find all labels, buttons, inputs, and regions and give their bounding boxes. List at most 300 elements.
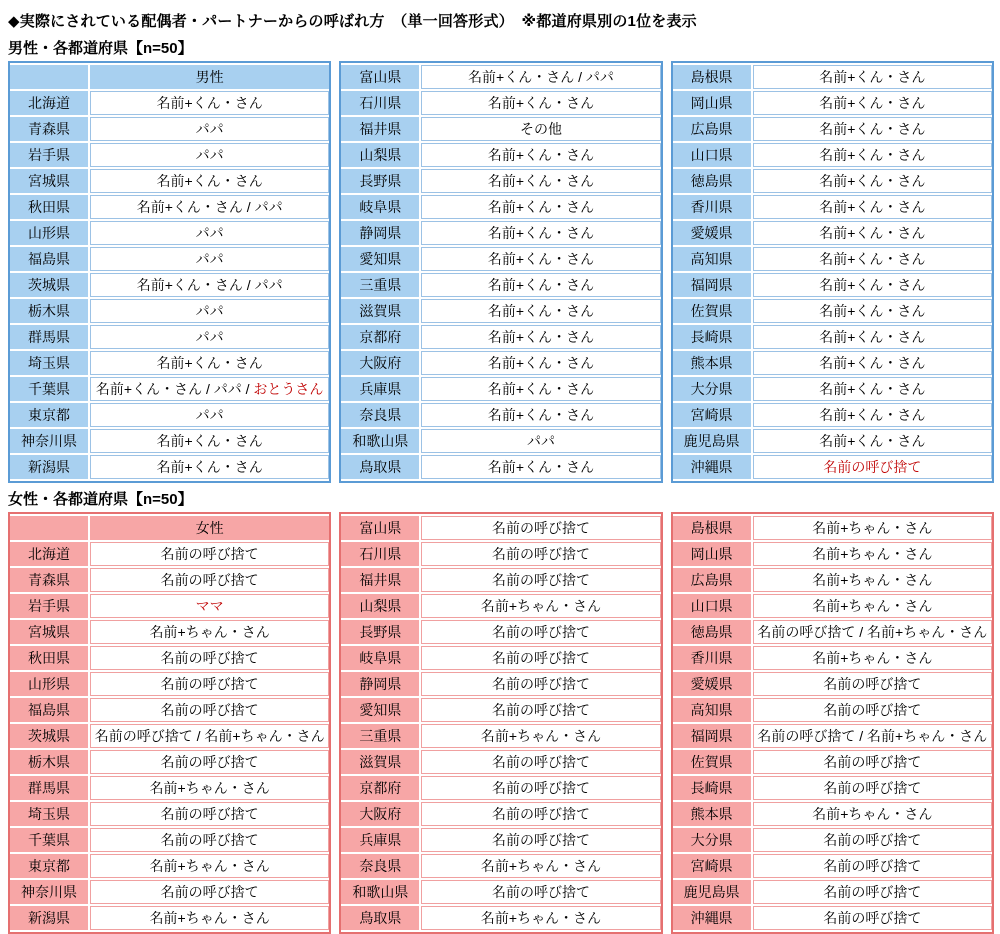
table-row <box>673 516 992 540</box>
value-cell <box>90 429 329 453</box>
value-text: 名前+ちゃん・さん <box>812 572 933 588</box>
value-text: 名前の呼び捨て <box>160 650 259 666</box>
value-cell <box>90 117 329 141</box>
table-row <box>10 455 329 479</box>
pref-cell: 石川県 <box>341 91 421 115</box>
value-cell <box>753 169 992 193</box>
value-text: 名前+くん・さん <box>487 407 595 423</box>
value-cell <box>90 802 329 826</box>
value-text: 名前の呼び捨て <box>160 806 259 822</box>
pref-cell: 長野県 <box>341 620 421 644</box>
value-text: パパ <box>195 121 224 137</box>
pref-cell: 高知県 <box>673 247 753 271</box>
value-text: 名前+ちゃん・さん <box>812 650 933 666</box>
table-row <box>341 65 660 89</box>
male-section-label: 男性・各都道府県【n=50】 <box>8 40 193 57</box>
table-row <box>341 646 660 670</box>
table-row <box>673 724 992 748</box>
value-cell <box>753 646 992 670</box>
value-text: 名前の呼び捨て <box>160 676 259 692</box>
value-cell <box>421 65 660 89</box>
pref-cell: 静岡県 <box>341 221 421 245</box>
pref-cell: 福井県 <box>341 117 421 141</box>
value-text: 名前+くん・さん <box>819 69 926 85</box>
pref-cell: 宮崎県 <box>673 403 753 427</box>
value-cell <box>753 672 992 696</box>
pref-cell: 神奈川県 <box>10 880 90 904</box>
value-text: 名前+くん・さん <box>819 251 926 267</box>
value-cell <box>421 377 660 401</box>
value-text: 名前+ちゃん・さん <box>812 546 933 562</box>
value-text: 名前+くん・さん <box>819 173 926 189</box>
value-cell <box>753 351 992 375</box>
female-table-2 <box>339 512 662 934</box>
table-row <box>673 169 992 193</box>
table-row <box>10 594 329 618</box>
pref-cell: 山梨県 <box>341 594 421 618</box>
table-row <box>673 906 992 930</box>
value-cell <box>753 221 992 245</box>
table-row <box>341 455 660 479</box>
pref-cell: 大阪府 <box>341 802 421 826</box>
table-row <box>673 698 992 722</box>
value-cell <box>421 117 660 141</box>
value-cell <box>90 568 329 592</box>
male-groups <box>8 61 994 483</box>
value-cell <box>753 750 992 774</box>
pref-cell: 沖縄県 <box>673 906 753 930</box>
pref-cell: 三重県 <box>341 724 421 748</box>
pref-cell: 岡山県 <box>673 542 753 566</box>
pref-cell: 香川県 <box>673 646 753 670</box>
female-table-3 <box>671 512 994 934</box>
pref-cell: 和歌山県 <box>341 429 421 453</box>
value-cell <box>753 403 992 427</box>
value-cell <box>90 403 329 427</box>
pref-cell: 埼玉県 <box>10 351 90 375</box>
value-cell <box>753 906 992 930</box>
value-text: 名前+くん・さん <box>487 329 595 345</box>
table-row <box>10 169 329 193</box>
value-cell <box>90 854 329 878</box>
value-text: 名前+くん・さん <box>156 433 263 449</box>
table-row <box>673 91 992 115</box>
value-text: 名前+くん・さん <box>487 225 595 241</box>
table-row <box>673 65 992 89</box>
table-row <box>341 325 660 349</box>
pref-cell: 秋田県 <box>10 195 90 219</box>
corner-cell <box>10 65 90 89</box>
value-cell <box>753 65 992 89</box>
pref-cell: 奈良県 <box>341 854 421 878</box>
value-text: 名前の呼び捨て <box>823 702 922 718</box>
table-row <box>673 143 992 167</box>
pref-cell: 福岡県 <box>673 724 753 748</box>
value-text: 名前+くん・さん <box>819 277 926 293</box>
male-table-1 <box>8 61 331 483</box>
pref-cell: 兵庫県 <box>341 377 421 401</box>
table-row <box>341 429 660 453</box>
value-cell <box>421 802 660 826</box>
female-value-header: 女性 <box>90 516 329 540</box>
table-row <box>10 880 329 904</box>
value-text: 名前の呼び捨て <box>491 546 590 562</box>
table-row <box>341 724 660 748</box>
pref-cell: 青森県 <box>10 568 90 592</box>
value-text: 名前+ちゃん・さん <box>149 624 270 640</box>
table-row <box>10 724 329 748</box>
table-row <box>10 698 329 722</box>
value-text: 名前+くん・さん / パパ / <box>95 381 254 397</box>
value-cell <box>753 299 992 323</box>
table-row <box>673 594 992 618</box>
pref-cell: 茨城県 <box>10 273 90 297</box>
value-text: 名前の呼び捨て <box>491 832 590 848</box>
value-cell <box>753 542 992 566</box>
value-text: パパ <box>195 303 224 319</box>
pref-cell: 大分県 <box>673 377 753 401</box>
table-row <box>341 117 660 141</box>
value-cell <box>753 91 992 115</box>
value-cell <box>753 273 992 297</box>
table-row <box>673 195 992 219</box>
value-text: 名前の呼び捨て <box>491 676 590 692</box>
table-row <box>673 221 992 245</box>
value-text: 名前+くん・さん <box>819 329 926 345</box>
table-row <box>341 906 660 930</box>
table-row <box>341 672 660 696</box>
value-cell <box>90 377 329 401</box>
value-cell <box>90 620 329 644</box>
value-text: 名前の呼び捨て <box>823 884 922 900</box>
value-text-red: 名前の呼び捨て <box>823 459 922 475</box>
pref-cell: 三重県 <box>341 273 421 297</box>
table-row <box>10 273 329 297</box>
table-row <box>341 594 660 618</box>
value-text: 名前+くん・さん <box>487 277 595 293</box>
pref-cell: 岩手県 <box>10 594 90 618</box>
value-text: 名前+くん・さん <box>819 121 926 137</box>
pref-cell: 千葉県 <box>10 828 90 852</box>
pref-cell: 東京都 <box>10 403 90 427</box>
table-row <box>10 91 329 115</box>
table-row <box>673 542 992 566</box>
table-row <box>10 403 329 427</box>
male-value-header: 男性 <box>90 65 329 89</box>
value-cell <box>421 143 660 167</box>
pref-cell: 佐賀県 <box>673 299 753 323</box>
male-table-3 <box>671 61 994 483</box>
pref-cell: 高知県 <box>673 698 753 722</box>
table-row <box>341 776 660 800</box>
value-text: 名前の呼び捨て <box>160 754 259 770</box>
corner-cell <box>10 516 90 540</box>
table-row <box>341 698 660 722</box>
value-text: 名前+くん・さん <box>819 225 926 241</box>
value-text: 名前+くん・さん / パパ <box>468 69 614 85</box>
table-row <box>10 542 329 566</box>
pref-cell: 熊本県 <box>673 802 753 826</box>
value-text: 名前+ちゃん・さん <box>812 598 933 614</box>
value-cell <box>421 698 660 722</box>
table-row <box>10 195 329 219</box>
table-row <box>10 854 329 878</box>
table-row <box>673 620 992 644</box>
table-row <box>341 750 660 774</box>
pref-cell: 京都府 <box>341 776 421 800</box>
table-row <box>341 169 660 193</box>
value-cell <box>753 429 992 453</box>
table-row <box>673 568 992 592</box>
pref-cell: 千葉県 <box>10 377 90 401</box>
table-row <box>10 117 329 141</box>
pref-cell: 滋賀県 <box>341 299 421 323</box>
value-text: 名前+ちゃん・さん <box>480 910 602 926</box>
pref-cell: 大分県 <box>673 828 753 852</box>
pref-cell: 茨城県 <box>10 724 90 748</box>
value-cell <box>90 698 329 722</box>
table-row <box>341 620 660 644</box>
table-row <box>341 403 660 427</box>
value-text: パパ <box>195 329 224 345</box>
table-row <box>341 828 660 852</box>
table-row <box>673 377 992 401</box>
value-cell <box>421 195 660 219</box>
value-cell <box>90 646 329 670</box>
table-row <box>673 776 992 800</box>
table-row <box>10 750 329 774</box>
table-row <box>10 351 329 375</box>
pref-cell: 愛知県 <box>341 698 421 722</box>
value-cell <box>421 403 660 427</box>
value-text: 名前+くん・さん <box>819 95 926 111</box>
pref-cell: 香川県 <box>673 195 753 219</box>
table-row <box>673 750 992 774</box>
value-cell <box>90 143 329 167</box>
table-row <box>10 299 329 323</box>
table-row <box>10 646 329 670</box>
value-text: 名前+くん・さん <box>819 381 926 397</box>
value-text: 名前+くん・さん <box>819 433 926 449</box>
table-row <box>673 828 992 852</box>
pref-cell: 秋田県 <box>10 646 90 670</box>
value-text: 名前+ちゃん・さん <box>149 780 270 796</box>
value-text: 名前+くん・さん <box>819 147 926 163</box>
female-section-label: 女性・各都道府県【n=50】 <box>8 491 193 508</box>
pref-cell: 栃木県 <box>10 750 90 774</box>
pref-cell: 神奈川県 <box>10 429 90 453</box>
value-text: 名前+くん・さん <box>156 355 263 371</box>
table-row <box>673 646 992 670</box>
pref-cell: 栃木県 <box>10 299 90 323</box>
table-row <box>10 221 329 245</box>
table-row <box>673 299 992 323</box>
pref-cell: 青森県 <box>10 117 90 141</box>
value-text: パパ <box>195 251 224 267</box>
value-cell <box>90 299 329 323</box>
value-text: 名前+くん・さん <box>819 407 926 423</box>
pref-cell: 福島県 <box>10 247 90 271</box>
value-text: 名前+くん・さん <box>487 303 595 319</box>
pref-cell: 鹿児島県 <box>673 880 753 904</box>
value-cell <box>421 620 660 644</box>
value-cell <box>421 776 660 800</box>
table-row <box>673 455 992 479</box>
value-text: 名前+ちゃん・さん <box>812 806 933 822</box>
pref-cell: 静岡県 <box>341 672 421 696</box>
value-cell <box>90 776 329 800</box>
value-text: 名前の呼び捨て <box>491 624 590 640</box>
pref-cell: 岩手県 <box>10 143 90 167</box>
value-cell <box>421 542 660 566</box>
pref-cell: 福島県 <box>10 698 90 722</box>
value-text: 名前の呼び捨て <box>491 884 590 900</box>
value-text: 名前+くん・さん <box>156 95 263 111</box>
pref-cell: 熊本県 <box>673 351 753 375</box>
value-cell <box>90 169 329 193</box>
value-text-red: おとうさん <box>253 381 324 397</box>
pref-cell: 広島県 <box>673 568 753 592</box>
value-text: 名前の呼び捨て <box>823 910 922 926</box>
table-row <box>341 568 660 592</box>
pref-cell: 富山県 <box>341 65 421 89</box>
table-row <box>10 672 329 696</box>
value-text: 名前+くん・さん <box>819 199 926 215</box>
value-cell <box>753 828 992 852</box>
value-text: 名前の呼び捨て <box>491 702 590 718</box>
table-row <box>673 854 992 878</box>
table-row <box>341 854 660 878</box>
value-text: 名前の呼び捨て / 名前+ちゃん・さん <box>757 728 988 744</box>
value-text: 名前の呼び捨て <box>823 858 922 874</box>
value-cell <box>90 455 329 479</box>
value-cell <box>753 568 992 592</box>
pref-cell: 広島県 <box>673 117 753 141</box>
value-text: 名前の呼び捨て <box>491 806 590 822</box>
value-cell <box>421 455 660 479</box>
table-row <box>10 802 329 826</box>
value-cell <box>90 594 329 618</box>
value-cell <box>90 542 329 566</box>
pref-cell: 山形県 <box>10 221 90 245</box>
value-text-red: ママ <box>195 598 224 614</box>
value-cell <box>90 247 329 271</box>
pref-cell: 愛媛県 <box>673 221 753 245</box>
pref-cell: 宮崎県 <box>673 854 753 878</box>
pref-cell: 宮城県 <box>10 620 90 644</box>
pref-cell: 愛知県 <box>341 247 421 271</box>
table-row <box>673 351 992 375</box>
value-text: 名前の呼び捨て <box>491 650 590 666</box>
value-text: 名前+くん・さん <box>819 355 926 371</box>
value-text: 名前+くん・さん <box>487 173 595 189</box>
value-text: 名前の呼び捨て <box>491 780 590 796</box>
table-row <box>341 516 660 540</box>
pref-cell: 島根県 <box>673 516 753 540</box>
value-text: 名前+くん・さん / パパ <box>136 277 283 293</box>
table-row <box>673 403 992 427</box>
value-cell <box>421 750 660 774</box>
pref-cell: 新潟県 <box>10 906 90 930</box>
pref-cell: 兵庫県 <box>341 828 421 852</box>
table-row <box>10 325 329 349</box>
value-cell <box>421 516 660 540</box>
pref-cell: 和歌山県 <box>341 880 421 904</box>
pref-cell: 沖縄県 <box>673 455 753 479</box>
pref-cell: 大阪府 <box>341 351 421 375</box>
value-cell <box>90 221 329 245</box>
value-cell <box>421 273 660 297</box>
value-cell <box>421 906 660 930</box>
pref-cell: 長崎県 <box>673 325 753 349</box>
value-text: 名前+くん・さん <box>487 459 595 475</box>
value-cell <box>753 195 992 219</box>
value-text: 名前+くん・さん <box>487 147 595 163</box>
pref-cell: 北海道 <box>10 91 90 115</box>
value-cell <box>753 143 992 167</box>
male-table-2 <box>339 61 662 483</box>
value-cell <box>421 828 660 852</box>
value-text: 名前の呼び捨て <box>491 520 590 536</box>
value-cell <box>753 802 992 826</box>
female-table-1 <box>8 512 331 934</box>
value-text: 名前+くん・さん / パパ <box>136 199 283 215</box>
value-text: 名前の呼び捨て <box>160 572 259 588</box>
table-row <box>341 91 660 115</box>
value-text: 名前+ちゃん・さん <box>149 858 270 874</box>
table-row <box>673 325 992 349</box>
value-text: 名前+くん・さん <box>487 355 595 371</box>
value-cell <box>90 750 329 774</box>
pref-cell: 徳島県 <box>673 169 753 193</box>
value-text: パパ <box>195 407 224 423</box>
pref-cell: 山口県 <box>673 143 753 167</box>
value-text: 名前の呼び捨て / 名前+ちゃん・さん <box>757 624 988 640</box>
value-text: 名前の呼び捨て <box>160 884 259 900</box>
value-text: 名前+くん・さん <box>487 95 595 111</box>
pref-cell: 群馬県 <box>10 325 90 349</box>
value-text: 名前の呼び捨て <box>823 832 922 848</box>
table-row <box>341 195 660 219</box>
value-cell <box>90 880 329 904</box>
table-row <box>10 429 329 453</box>
value-cell <box>753 594 992 618</box>
value-cell <box>90 195 329 219</box>
value-cell <box>421 646 660 670</box>
value-cell <box>421 351 660 375</box>
table-row <box>10 568 329 592</box>
value-cell <box>421 724 660 748</box>
value-text: 名前+くん・さん <box>156 173 263 189</box>
value-text: 名前+ちゃん・さん <box>149 910 270 926</box>
pref-cell: 山形県 <box>10 672 90 696</box>
value-text: 名前+くん・さん <box>819 303 926 319</box>
table-row <box>10 776 329 800</box>
value-cell <box>90 351 329 375</box>
value-text: 名前の呼び捨て <box>823 676 922 692</box>
value-cell <box>753 698 992 722</box>
pref-cell: 富山県 <box>341 516 421 540</box>
value-cell <box>421 247 660 271</box>
value-text: 名前の呼び捨て <box>823 754 922 770</box>
pref-cell: 鳥取県 <box>341 906 421 930</box>
value-text: パパ <box>195 225 224 241</box>
female-section <box>8 488 994 934</box>
value-cell <box>90 828 329 852</box>
value-cell <box>90 325 329 349</box>
pref-cell: 石川県 <box>341 542 421 566</box>
pref-cell: 山口県 <box>673 594 753 618</box>
